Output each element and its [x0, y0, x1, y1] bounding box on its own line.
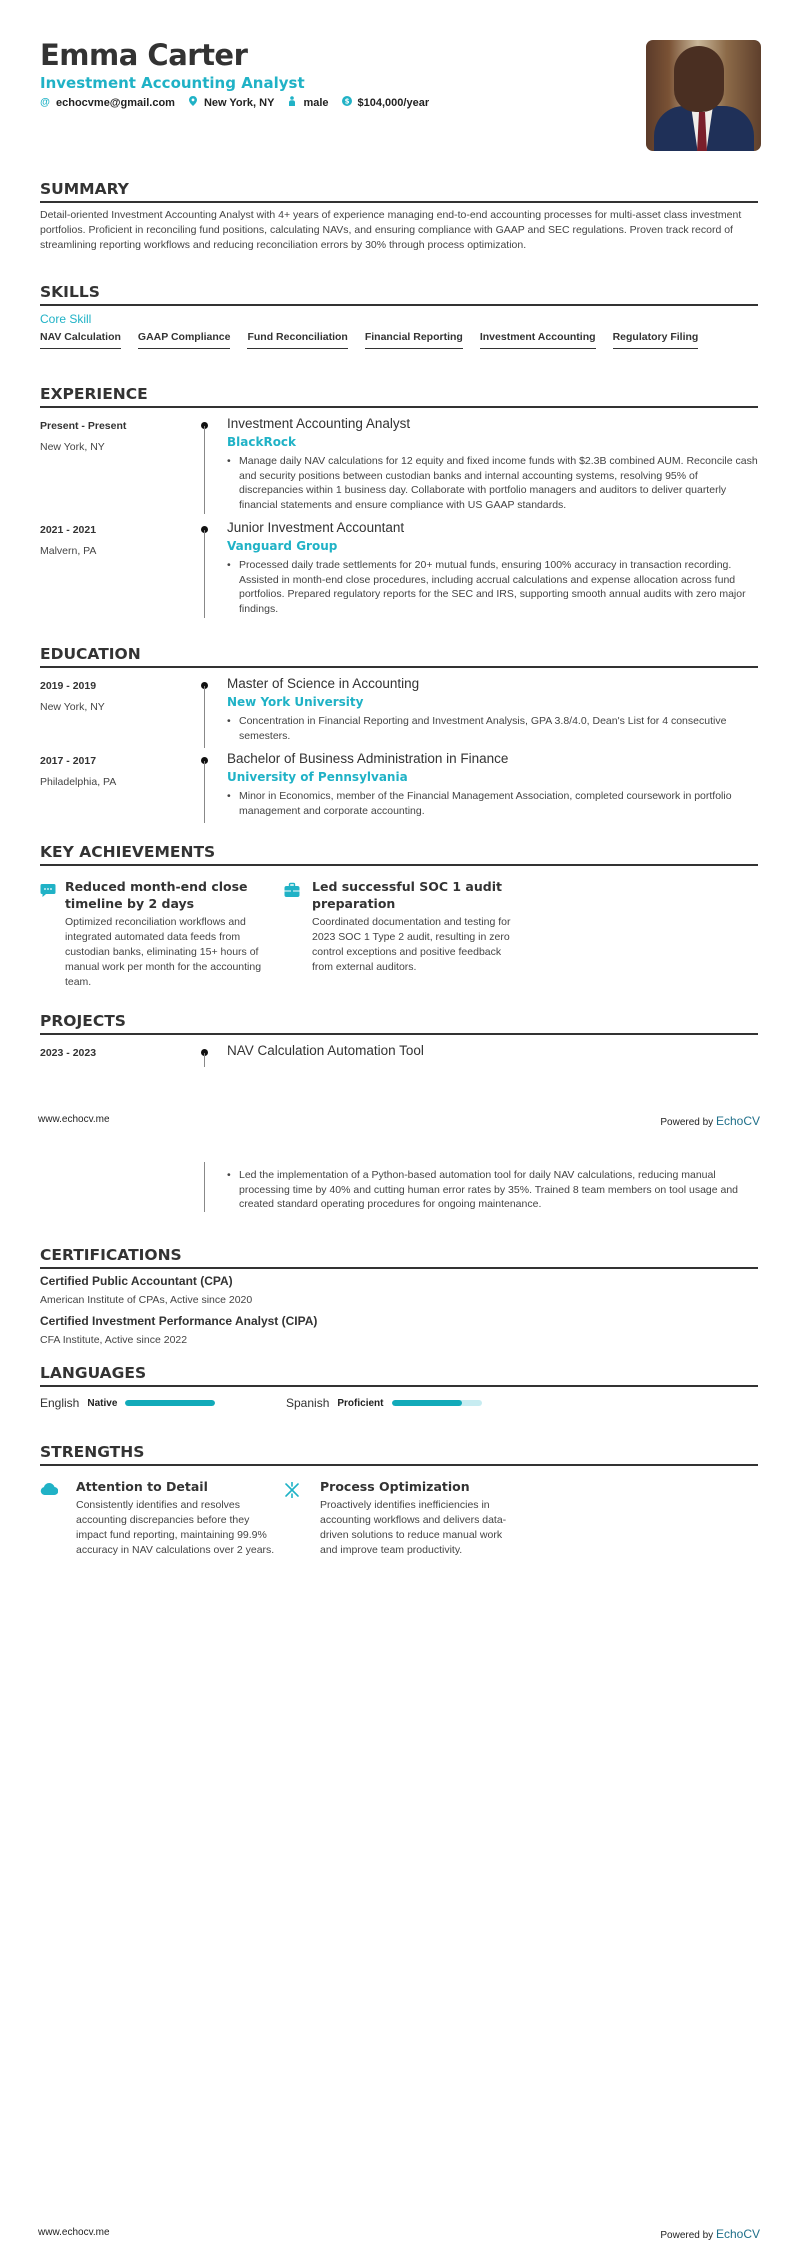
language-level: Proficient [337, 1397, 384, 1409]
achievement-desc: Coordinated documentation and testing for 2023 SOC 1 Type 2 audit, resulting in zero control exceptions and positive feedback from external auditors. [312, 916, 511, 973]
cert-name: Certified Investment Performance Analyst (CIPA) [40, 1314, 318, 1328]
timeline-line [204, 761, 205, 823]
skill-tag: Financial Reporting [365, 331, 463, 349]
experience-entry [40, 416, 758, 512]
projects-heading: PROJECTS [40, 1012, 758, 1035]
experience-heading: EXPERIENCE [40, 385, 758, 408]
contact-location [188, 96, 275, 109]
entry-org: Vanguard Group [227, 539, 338, 553]
footer-website-link[interactable]: www.echocv.me [38, 1114, 110, 1125]
strengths-heading: STRENGTHS [40, 1443, 758, 1466]
cloud-icon [40, 1478, 76, 1558]
languages-section [40, 1364, 758, 1410]
skill-tag: Fund Reconciliation [247, 331, 347, 349]
summary-section [40, 180, 758, 253]
language-item [40, 1396, 286, 1410]
language-bar-fill [392, 1400, 462, 1406]
entry-location: New York, NY [40, 701, 105, 713]
entry-bullet: • Processed daily trade settlements for 20+ mutual funds, ensuring 100% accuracy in transaction recording. Assisted in month-end close procedures, including accrual calculations and expense allocation across fund portfolios. Prepared regulatory reports for the SEC and IRS, supporting smooth annual audits with zero major findings. [227, 558, 758, 616]
footer-brand: EchoCV [715, 1114, 760, 1128]
certifications-section [40, 1246, 758, 1346]
education-entry [40, 751, 758, 818]
candidate-title: Investment Accounting Analyst [40, 74, 305, 92]
entry-degree: Bachelor of Business Administration in Finance [227, 751, 509, 766]
certifications-heading: CERTIFICATIONS [40, 1246, 758, 1269]
achievement-item [284, 878, 528, 990]
experience-entry [40, 520, 758, 616]
summary-text: Detail-oriented Investment Accounting Analyst with 4+ years of experience managing end-to-end accounting processes for multi-asset class investment portfolios. Proficient in reconciling fund positions, calculating NAVs, and ensuring compliance with GAAP and SEC regulations. Proven track record of streamlining reporting workflows and reducing reconciliation errors by 30% through process optimization. [40, 209, 742, 251]
project-continuation [40, 1168, 758, 1212]
footer-brand: EchoCV [715, 2227, 760, 2241]
entry-role: Investment Accounting Analyst [227, 416, 411, 431]
skill-tag: GAAP Compliance [138, 331, 231, 349]
experience-section [40, 385, 758, 616]
candidate-name: Emma Carter [40, 38, 248, 72]
cert-org: CFA Institute, Active since 2022 [40, 1334, 188, 1346]
skill-list [40, 331, 758, 349]
contact-email-value: echocvme@gmail.com [56, 96, 175, 109]
entry-bullet: • Concentration in Financial Reporting and Investment Analysis, GPA 3.8/4.0, Dean's List for 4 consecutive semesters. [227, 714, 758, 743]
cert-org: American Institute of CPAs, Active since 2020 [40, 1294, 253, 1306]
sparkle-cross-icon [284, 1478, 320, 1558]
skill-tag: Investment Accounting [480, 331, 596, 349]
skills-section [40, 283, 758, 349]
achievement-item [40, 878, 284, 990]
footer-powered-by: Powered by EchoCV [660, 1114, 760, 1128]
entry-school: University of Pennsylvania [227, 770, 408, 784]
achievements-section [40, 843, 758, 990]
strength-item [40, 1478, 284, 1558]
cert-name: Certified Public Accountant (CPA) [40, 1274, 233, 1288]
achievements-heading: KEY ACHIEVEMENTS [40, 843, 758, 866]
achievement-desc: Optimized reconciliation workflows and integrated automated data feeds from custodian banks, eliminating 15+ hours of manual work per month for the accounting team. [64, 916, 262, 988]
summary-heading: SUMMARY [40, 180, 758, 203]
entry-dates: 2023 - 2023 [40, 1047, 97, 1059]
at-icon: @ [40, 97, 50, 108]
language-name: English [40, 1396, 80, 1410]
strength-title: Process Optimization [320, 1479, 470, 1494]
language-item [286, 1396, 532, 1410]
language-bar-fill [125, 1400, 215, 1406]
contact-gender [287, 96, 328, 109]
language-bar [125, 1400, 215, 1406]
strength-title: Attention to Detail [76, 1479, 208, 1494]
education-heading: EDUCATION [40, 645, 758, 668]
timeline-line [204, 686, 205, 748]
strength-desc: Proactively identifies inefficiencies in accounting workflows and delivers data-driven solutions to reduce manual work and improve team productivity. [320, 1499, 507, 1556]
project-entry [40, 1043, 758, 1059]
language-name: Spanish [286, 1396, 330, 1410]
entry-bullet: • Manage daily NAV calculations for 12 equity and fixed income funds with $2.3B combined AUM. Reconcile cash and security positions between custodian banks and internal accounting systems, resolving 95% of discrepancies within 1 business day. Collaborate with portfolio managers and auditors to deliver quarterly financial statements and ensure compliance with US GAAP standards. [227, 454, 758, 512]
page-footer [38, 2227, 760, 2241]
entry-school: New York University [227, 695, 364, 709]
language-level: Native [87, 1397, 118, 1409]
page-footer [38, 1114, 760, 1128]
entry-dates: 2019 - 2019 [40, 680, 97, 692]
contact-salary-value: $104,000/year [357, 96, 430, 109]
strength-desc: Consistently identifies and resolves accounting discrepancies before they impact fund reporting, maintaining 99.9% accuracy in NAV calculations over 2 years. [76, 1499, 275, 1556]
entry-org: BlackRock [227, 435, 297, 449]
timeline-line [204, 1053, 205, 1067]
briefcase-icon [284, 878, 312, 990]
timeline-line [204, 1162, 205, 1212]
contact-list [40, 96, 442, 109]
languages-heading: LANGUAGES [40, 1364, 758, 1387]
chat-bubble-icon [40, 878, 65, 990]
entry-role: Junior Investment Accountant [227, 520, 405, 535]
entry-location: Malvern, PA [40, 545, 97, 557]
footer-powered-by: Powered by EchoCV [660, 2227, 760, 2241]
skill-tag: Regulatory Filing [613, 331, 699, 349]
contact-email[interactable] [40, 97, 175, 109]
skill-tag: NAV Calculation [40, 331, 121, 349]
education-entry [40, 676, 758, 743]
location-pin-icon [188, 96, 198, 109]
achievement-title: Led successful SOC 1 audit preparation [312, 879, 502, 911]
contact-salary [342, 96, 430, 109]
svg-text:$: $ [344, 97, 349, 106]
profile-photo [646, 40, 761, 151]
entry-dates: 2021 - 2021 [40, 524, 97, 536]
entry-bullet: • Minor in Economics, member of the Financial Management Association, completed coursework in portfolio management and corporate accounting. [227, 789, 758, 818]
projects-section [40, 1012, 758, 1059]
project-name: NAV Calculation Automation Tool [227, 1043, 424, 1058]
skill-category: Core Skill [40, 312, 92, 326]
salary-icon [342, 96, 352, 109]
entry-bullet: • Led the implementation of a Python-based automation tool for daily NAV calculations, reducing manual processing time by 40% and cutting human error rates by 35%. Trained 8 team members on tool usage and created standard operating procedures for ongoing maintenance. [227, 1168, 758, 1212]
timeline-line [204, 530, 205, 618]
education-section [40, 645, 758, 818]
contact-gender-value: male [303, 96, 329, 109]
contact-location-value: New York, NY [203, 96, 275, 109]
skills-heading: SKILLS [40, 283, 758, 306]
language-bar [392, 1400, 482, 1406]
strength-item [284, 1478, 528, 1558]
footer-website-link[interactable]: www.echocv.me [38, 2227, 110, 2238]
entry-dates: 2017 - 2017 [40, 755, 97, 767]
project-entry-continued [40, 1168, 758, 1212]
entry-location: Philadelphia, PA [40, 776, 117, 788]
entry-location: New York, NY [40, 441, 105, 453]
entry-dates: Present - Present [40, 420, 127, 432]
achievement-title: Reduced month-end close timeline by 2 days [64, 879, 248, 911]
person-icon [287, 96, 297, 109]
entry-degree: Master of Science in Accounting [227, 676, 420, 691]
strengths-section [40, 1443, 758, 1558]
timeline-line [204, 426, 205, 514]
